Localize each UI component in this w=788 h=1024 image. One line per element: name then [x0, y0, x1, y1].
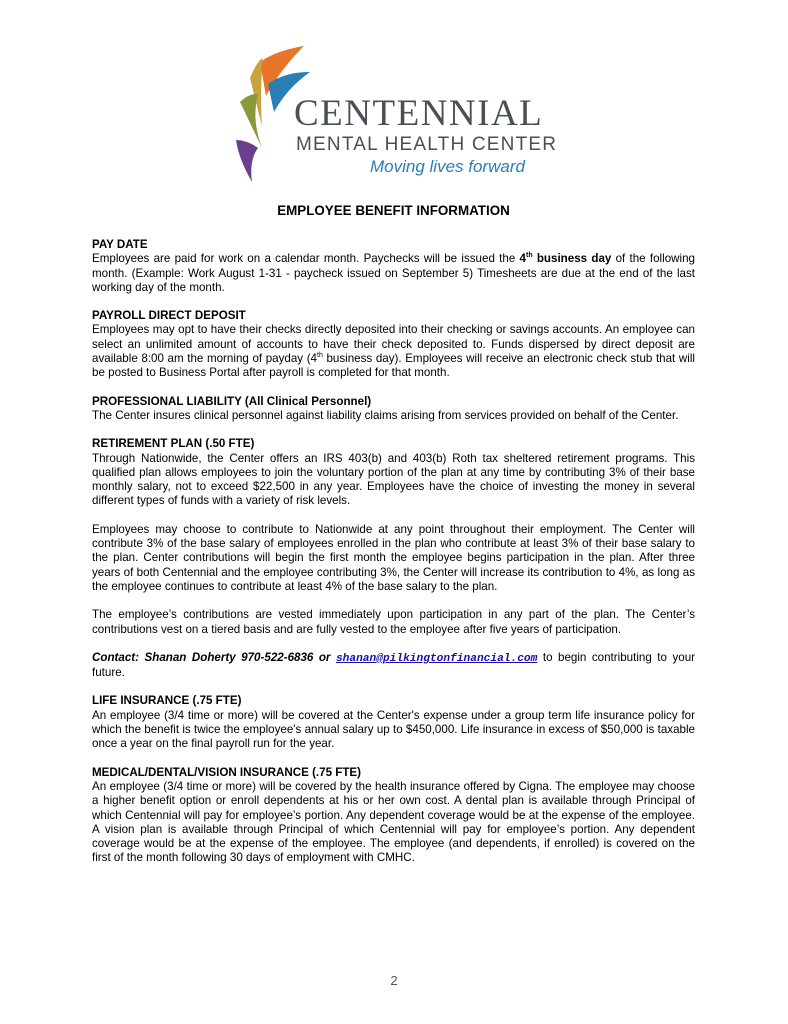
- section-text: Employees may choose to contribute to Nationwide at any point throughout their employment. The Center will contribute 3% of the base salary of employees enrolled in the plan who contribute at least 3% of their base salary to the plan. Center contributions will begin the first month the employee begins participation in the plan. After three years of both Centennial and the employee contributing 3%, the Center will increase its contribution to 4%, as long as the employee continues to contribute at least 4% of the base salary to the plan.: [92, 522, 695, 593]
- contact-label: Contact:: [92, 650, 140, 664]
- contact-name: Shanan Doherty 970-522-6836 or: [144, 650, 331, 664]
- logo-tagline: Moving lives forward: [370, 157, 525, 176]
- centennial-logo: [232, 44, 562, 194]
- section-professional-liability: [92, 395, 695, 424]
- section-payroll-direct-deposit: [92, 309, 695, 380]
- section-medical-insurance: [92, 766, 695, 866]
- contact-email-link[interactable]: shanan@pilkingtonfinancial.com: [335, 652, 538, 665]
- section-heading: PAY DATE: [92, 238, 148, 251]
- purple-leaf: [236, 140, 258, 182]
- section-pay-date: [92, 238, 695, 295]
- retirement-contact: Contact: Shanan Doherty 970-522-6836 or shanan@pilkingtonfinancial.com to begin contributing to your future.: [92, 650, 695, 680]
- section-text: An employee (3/4 time or more) will be covered at the Center's expense under a group term life insurance policy for which the benefit is twice the employee's annual salary up to $450,000. Life insurance in excess of $50,000 is taxable once a year on the final payroll run for the year.: [92, 708, 695, 751]
- section-heading: RETIREMENT PLAN (.50 FTE): [92, 437, 255, 451]
- section-heading: MEDICAL/DENTAL/VISION INSURANCE (.75 FTE): [92, 765, 362, 779]
- section-heading: LIFE INSURANCE (.75 FTE): [92, 694, 242, 708]
- section-text: Employees are paid for work on a calendar month. Paychecks will be issued the 4th business day of the following month. (Example: Work August 1-31 - paycheck issued on September 5) Timesheets are due at the end of the last working day of the month.: [92, 252, 695, 294]
- section-retirement-plan: [92, 437, 695, 680]
- section-life-insurance: [92, 694, 695, 751]
- section-heading: PAYROLL DIRECT DEPOSIT: [92, 309, 246, 323]
- section-text: Through Nationwide, the Center offers an IRS 403(b) and 403(b) Roth tax sheltered retirement programs. This qualified plan allows employees to join the voluntary portion of the plan at any time by contributing 3% of their base monthly salary, not to exceed $22,500 in any year. Employees have the choice of investing the money in several different types of funds with a variety of risk levels.: [92, 451, 695, 508]
- logo-subtitle: MENTAL HEALTH CENTER: [296, 134, 558, 155]
- section-text: The employee’s contributions are vested immediately upon participation in any part of the plan. The Center’s contributions vest on a tiered basis and are fully vested to the employee after five years of participation.: [92, 608, 695, 636]
- section-text: The Center insures clinical personnel against liability claims arising from services provided on behalf of the Center.: [92, 408, 679, 422]
- logo-text: [294, 94, 557, 178]
- section-heading: PROFESSIONAL LIABILITY (All Clinical Personnel): [92, 394, 372, 408]
- section-text: An employee (3/4 time or more) will be covered by the health insurance offered by Cigna. The employee may choose a higher benefit option or enroll dependents at his or her own cost. A dental plan is available through Principal of which Centennial will pay for employee’s portion. Any dependent coverage would be at the expense of the employee. A vision plan is available through Principal of which Centennial will pay for employee’s portion. Any dependent coverage would be at the expense of the employee. The employee (and dependents, if enrolled) is covered on the first of the month following 30 days of employment with CMHC.: [92, 779, 695, 865]
- page-number: 2: [390, 973, 398, 988]
- document-body: [92, 203, 695, 880]
- section-text: Employees may opt to have their checks directly deposited into their checking or savings accounts. An employee can select an unlimited amount of accounts to have their check deposited to. Funds dispersed by direct deposit are available 8:00 am the morning of payday (4th business day). Employees will receive an electronic check stub that will be posted to Business Portal after payroll is completed for that month.: [92, 323, 695, 380]
- logo-name: CENTENNIAL: [294, 93, 544, 134]
- document-title: EMPLOYEE BENEFIT INFORMATION: [277, 203, 510, 218]
